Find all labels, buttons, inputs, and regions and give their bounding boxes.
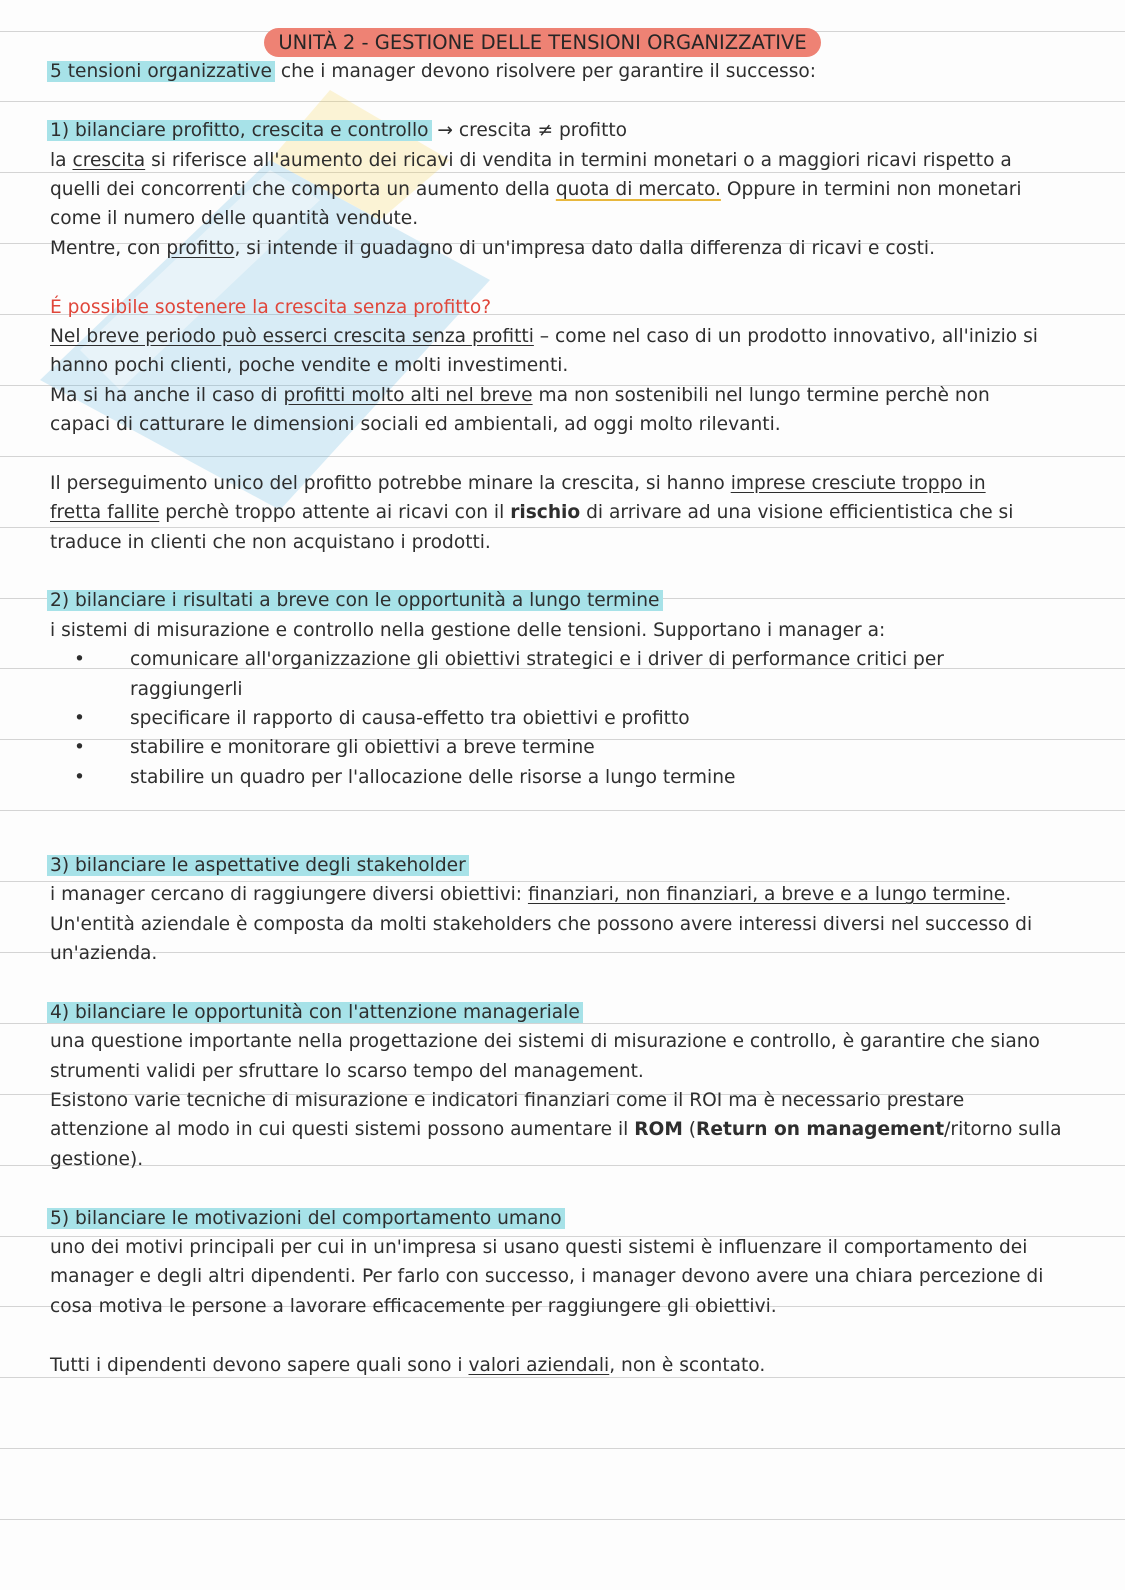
page-title-line [50, 28, 1105, 57]
bullet-icon: • [74, 766, 85, 788]
section-1-heading: 1) bilanciare profitto, crescita e controllo → crescita ≠ profitto [50, 116, 1105, 145]
paragraph-line: i sistemi di misurazione e controllo nella gestione delle tensioni. Supportano i manager a: [50, 619, 886, 641]
paragraph-line: come il numero delle quantità vendute. [50, 208, 419, 230]
paragraph-line: hanno pochi clienti, poche vendite e molti investimenti. [50, 355, 569, 377]
list-item: • stabilire un quadro per l'allocazione delle risorse a lungo termine [50, 763, 1105, 792]
bullet-icon: • [74, 737, 85, 759]
list-item-continuation: raggiungerli [130, 678, 243, 700]
paragraph-line: attenzione al modo in cui questi sistemi possono aumentare il ROM (Return on management/ritorno sulla [50, 1119, 1062, 1141]
paragraph-line: cosa motiva le persone a lavorare efficacemente per raggiungere gli obiettivi. [50, 1295, 777, 1317]
paragraph-line: uno dei motivi principali per cui in un'impresa si usano questi sistemi è influenzare il comportamento dei [50, 1237, 1028, 1259]
paragraph-line: Tutti i dipendenti devono sapere quali sono i valori aziendali, non è scontato. [50, 1354, 766, 1376]
bullet-icon: • [74, 707, 85, 729]
paragraph-line: manager e degli altri dipendenti. Per farlo con successo, i manager devono avere una chiara percezione di [50, 1266, 1044, 1288]
paragraph-line: Nel breve periodo può esserci crescita senza profitti – come nel caso di un prodotto innovativo, all'inizio si [50, 325, 1038, 347]
paragraph-line: Il perseguimento unico del profitto potrebbe minare la crescita, si hanno imprese cresciute troppo in [50, 472, 986, 494]
paragraph-line: fretta fallite perchè troppo attente ai ricavi con il rischio di arrivare ad una visione efficientistica che si [50, 502, 1014, 524]
paragraph-line: Esistono varie tecniche di misurazione e indicatori finanziari come il ROI ma è necessario prestare [50, 1090, 965, 1112]
paragraph-line: un'azienda. [50, 943, 158, 965]
paragraph-line: traduce in clienti che non acquistano i prodotti. [50, 531, 491, 553]
intro-highlight: 5 tensioni organizzative [47, 61, 275, 82]
list-item: • specificare il rapporto di causa-effetto tra obiettivi e profitto [50, 704, 1105, 733]
paragraph-line: quelli dei concorrenti che comporta un aumento della quota di mercato. Oppure in termini non monetari [50, 178, 1022, 200]
paragraph-line: strumenti validi per sfruttare lo scarso tempo del management. [50, 1060, 644, 1082]
question-heading: É possibile sostenere la crescita senza profitto? [50, 296, 492, 318]
section-4-heading: 4) bilanciare le opportunità con l'attenzione manageriale [50, 998, 1105, 1027]
paragraph-line: Un'entità aziendale è composta da molti stakeholders che possono avere interessi diversi nel successo di [50, 913, 1033, 935]
paragraph-line: Ma si ha anche il caso di profitti molto alti nel breve ma non sostenibili nel lungo termine perchè non [50, 384, 990, 406]
section-3-heading: 3) bilanciare le aspettative degli stakeholder [50, 851, 1105, 880]
section-2-heading: 2) bilanciare i risultati a breve con le opportunità a lungo termine [50, 586, 1105, 615]
intro-line: 5 tensioni organizzative che i manager devono risolvere per garantire il successo: [50, 57, 1105, 86]
paragraph-line: la crescita si riferisce all'aumento dei ricavi di vendita in termini monetari o a maggiori ricavi rispetto a [50, 149, 1012, 171]
paragraph-line: capaci di catturare le dimensioni sociali ed ambientali, ad oggi molto rilevanti. [50, 414, 781, 436]
section-5-heading: 5) bilanciare le motivazioni del comportamento umano [50, 1204, 1105, 1233]
list-item: • stabilire e monitorare gli obiettivi a breve termine [50, 733, 1105, 762]
list-item: • comunicare all'organizzazione gli obiettivi strategici e i driver di performance critici per [50, 645, 1105, 674]
paragraph-line: una questione importante nella progettazione dei sistemi di misurazione e controllo, è garantire che siano [50, 1031, 1040, 1053]
notes-page [50, 28, 1105, 1380]
paragraph-line: i manager cercano di raggiungere diversi obiettivi: finanziari, non finanziari, a breve e a lungo termine. [50, 884, 1012, 906]
paragraph-line: gestione). [50, 1148, 144, 1170]
bullet-icon: • [74, 649, 85, 671]
paragraph-line: Mentre, con profitto, si intende il guadagno di un'impresa dato dalla differenza di ricavi e costi. [50, 237, 935, 259]
page-title: UNITÀ 2 - GESTIONE DELLE TENSIONI ORGANIZZATIVE [264, 28, 820, 57]
